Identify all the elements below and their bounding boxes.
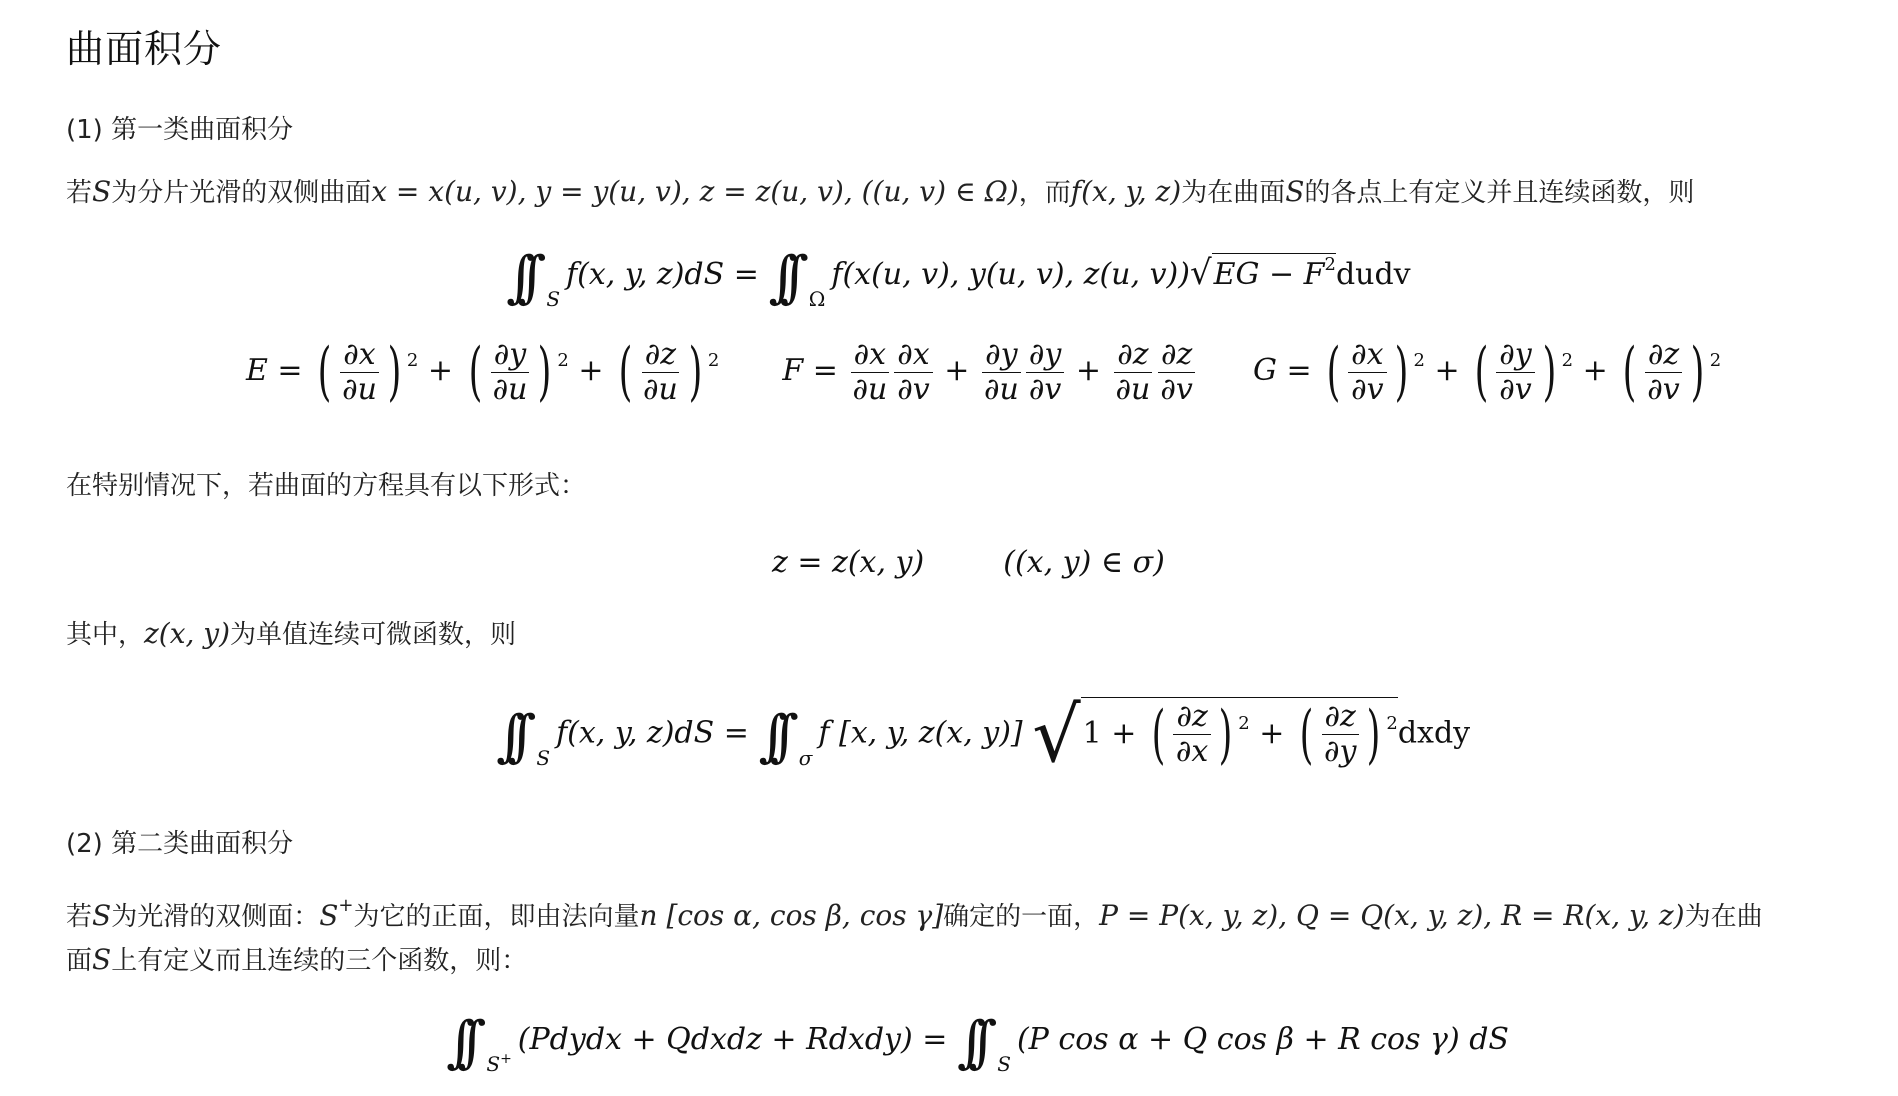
intro-s2: S <box>1285 175 1305 208</box>
where-text <box>66 608 516 661</box>
intro-f: f(x, y, z) <box>1070 175 1182 208</box>
double-integral-symbol: ∫∫ <box>768 245 791 310</box>
double-integral-symbol: ∫∫ <box>758 703 781 769</box>
intro-s: S <box>92 175 112 208</box>
intro-mid3: 为在曲面 <box>1181 178 1286 208</box>
double-integral-symbol: ∫∫ <box>956 1010 980 1075</box>
integral-sub-omega: Ω <box>808 287 826 311</box>
integral-sub-s: S <box>546 287 561 311</box>
f-label: F = <box>782 353 838 388</box>
section1-heading: (1) 第一类曲面积分 <box>66 115 294 145</box>
intro-param: x = x(u, v), y = y(u, v), z = z(u, v), ((u, v) ∈ Ω) <box>371 175 1019 208</box>
double-integral-symbol: ∫∫ <box>446 1010 469 1075</box>
section2-line2: 面S上有定义而且连续的三个函数，则： <box>66 943 528 976</box>
sqrt-content: EG − $F^2$ <box>1213 254 1336 292</box>
where-prefix: 其中， <box>66 620 145 650</box>
formula-efg: E = ( $\frac{\partial x}{\partial u}$ ) $^2$ + ( $\frac{\partial y}{\partial u}$ ) $^2$ + ( $\frac{\partial z}{\partial u}$ ) $^2$ F = $\frac{\partial x}{\partial u}$ $\frac{\partial x}{\partial v}$ + $\frac{\partial y}{\partial u}$ $\frac{\partial y}{\partial v}$ + $\frac{\partial z}{\partial u}$ $\frac{\partial z}{\partial v}$ G = ( $\frac{\partial x}{\partial v}$ ) $^2$ + ( $\frac{\partial y}{\partial v}$ ) $^2$ + ( $\frac{\partial z}{\partial v}$ ) $^2$ <box>246 335 1722 409</box>
normal-vector: n [cos α, cos β, cos γ] <box>639 899 944 932</box>
where-z: z(x, y) <box>144 617 231 650</box>
formula3-right: (P cos α + Q cos β + R cos γ) dS <box>1016 1022 1509 1057</box>
sqrt-icon: √ <box>1032 690 1081 779</box>
special-case-text: 在特别情况下，若曲面的方程具有以下形式： <box>66 471 587 501</box>
formula1-left: f(x, y, z)dS = <box>566 257 759 292</box>
formula3-left: (Pdydx + Qdxdz + Rdxdy) = <box>517 1022 948 1057</box>
section2-line1: 若S为光滑的双侧面：S+为它的正面，即由法向量n [cos α, cos β, cos γ]确定的一面，P = P(x, y, z), Q = Q(x, y, z), R = R(x, y, z)为在曲 <box>66 895 1763 932</box>
formula-explicit-surface: ∫∫ $_S$f(x, y, z)dS = ∫∫ $_\sigma$f [x, y, z(x, y)] √1 + ( $\frac{\partial z}{\partial x}$ ) $^2$ + ( $\frac{\partial z}{\partial y}$ ) $^2$dxdy <box>496 690 1471 779</box>
section1-intro <box>66 166 1694 219</box>
sqrt-content: 1 + ( $\frac{\partial z}{\partial x}$ ) $^2$ + ( $\frac{\partial z}{\partial y}$ ) $^2$ <box>1082 697 1398 772</box>
eq-z: z = z(x, y) <box>772 545 925 580</box>
formula-z-eq <box>772 545 1165 580</box>
double-integral-symbol: ∫∫ <box>506 245 529 310</box>
formula2-tail: dxdy <box>1397 715 1471 751</box>
double-integral-symbol: ∫∫ <box>496 703 519 769</box>
formula2-left: f(x, y, z)dS = <box>556 715 749 751</box>
eq-domain: ((x, y) ∈ σ) <box>1003 545 1165 580</box>
sqrt-icon: √ <box>1189 253 1212 293</box>
g-label: G = <box>1252 353 1312 388</box>
e-label: E = <box>246 353 303 388</box>
page-title: 曲面积分 <box>66 27 223 71</box>
intro-mid2: ，而 <box>1018 178 1071 208</box>
formula-second-kind: ∫∫ $_{S^+}$(Pdydx + Qdxdz + Rdxdy) = ∫∫ $_S$(P cos α + Q cos β + R cos γ) dS <box>446 1010 1509 1076</box>
where-suffix: 为单值连续可微函数，则 <box>230 620 517 650</box>
formula-first-kind <box>506 245 1411 311</box>
formula2-mid: f [x, y, z(x, y)] <box>818 715 1023 751</box>
formula1-tail: dudv <box>1335 257 1411 292</box>
intro-suffix: 的各点上有定义并且连续函数，则 <box>1304 178 1695 208</box>
section2-heading: (2) 第二类曲面积分 <box>66 829 294 859</box>
formula1-right: f(x(u, v), y(u, v), z(u, v)) <box>831 257 1190 292</box>
intro-mid1: 为分片光滑的双侧曲面 <box>111 178 372 208</box>
intro-prefix: 若 <box>66 178 93 208</box>
